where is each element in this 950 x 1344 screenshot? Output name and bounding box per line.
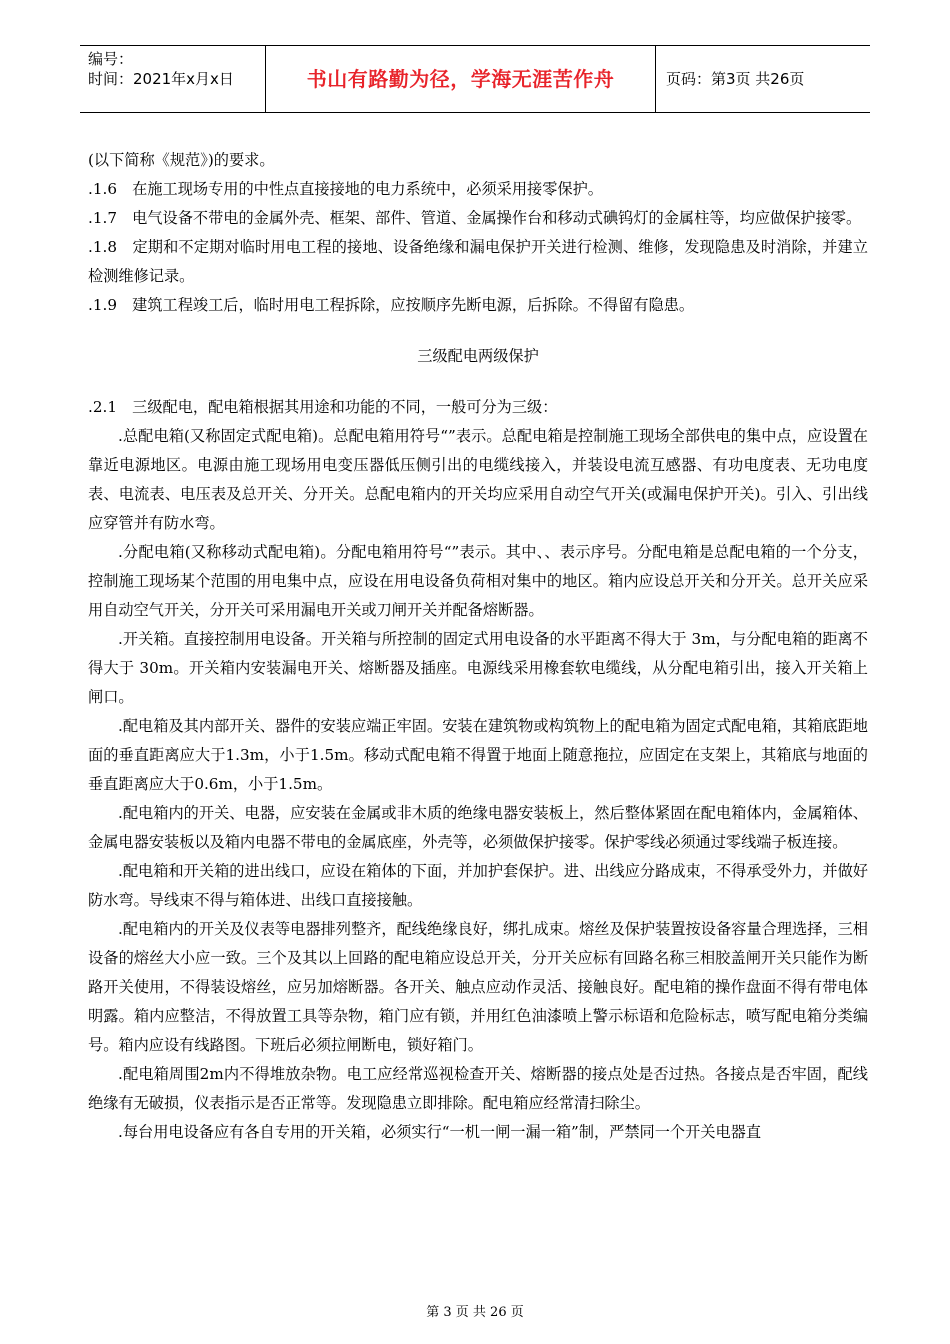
list-item: .配电箱内的开关、电器，应安装在金属或非木质的绝缘电器安装板上，然后整体紧固在配电箱体内，金属箱体、金属电器安装板以及箱内电器不带电的金属底座，外壳等，必须做保护接零。保护零线必须通过零线端子板连接。 — [88, 804, 868, 851]
header-page-info: 页码：第3页 共26页 — [666, 70, 805, 88]
paragraph: .1.8 定期和不定期对临时用电工程的接地、设备绝缘和漏电保护开关进行检测、维修，发现隐患及时消除，并建立检测维修记录。 — [88, 238, 868, 285]
list-item: .每台用电设备应有各自专用的开关箱，必须实行“一机一闸一漏一箱”制，严禁同一个开关电器直 — [118, 1123, 762, 1141]
paragraph: .1.6 在施工现场专用的中性点直接接地的电力系统中，必须采用接零保护。 — [88, 180, 603, 198]
header-slogan: 书山有路勤为径，学海无涯苦作舟 — [306, 67, 615, 91]
header-divider-right — [655, 45, 656, 113]
page-footer: 第 3 页 共 26 页 — [426, 1305, 524, 1320]
section-title: 三级配电两级保护 — [417, 347, 539, 365]
list-item: .配电箱和开关箱的进出线口，应设在箱体的下面，并加护套保护。进、出线应分路成束，不得承受外力，并做好防水弯。导线束不得与箱体进、出线口直接接触。 — [88, 862, 868, 909]
paragraph: .1.7 电气设备不带电的金属外壳、框架、部件、管道、金属操作台和移动式碘钨灯的金属柱等，均应做保护接零。 — [88, 209, 862, 227]
section-intro: .2.1 三级配电，配电箱根据其用途和功能的不同，一般可分为三级： — [88, 398, 558, 416]
list-item: .总配电箱(又称固定式配电箱)。总配电箱用符号“”表示。总配电箱是控制施工现场全部供电的集中点，应设置在靠近电源地区。电源由施工现场用电变压器低压侧引出的电缆线接入，并装设电流互感器、有功电度表、无功电度表、电流表、电压表及总开关、分开关。总配电箱内的开关均应采用自动空气开关(或漏电保护开关)。引入、引出线应穿管并有防水弯。 — [88, 427, 868, 532]
paragraph: .1.9 建筑工程竣工后，临时用电工程拆除，应按顺序先断电源，后拆除。不得留有隐患。 — [88, 296, 695, 314]
document-number-label: 编号： — [88, 50, 134, 68]
document-body — [88, 146, 868, 1147]
page-header — [80, 45, 870, 113]
document-date: 时间：2021年x月x日 — [88, 70, 234, 88]
list-item: .开关箱。直接控制用电设备。开关箱与所控制的固定式用电设备的水平距离不得大于 3m，与分配电箱的距离不得大于 30m。开关箱内安装漏电开关、熔断器及插座。电源线采用橡套软电缆线，从分配电箱引出，接入开关箱上闸口。 — [88, 630, 868, 706]
list-item: .配电箱及其内部开关、器件的安装应端正牢固。安装在建筑物或构筑物上的配电箱为固定式配电箱，其箱底距地面的垂直距离应大于1.3m，小于1.5m。移动式配电箱不得置于地面上随意拖拉，应固定在支架上，其箱底与地面的垂直距离应大于0.6m，小于1.5m。 — [88, 717, 868, 793]
paragraph: (以下简称《规范》)的要求。 — [88, 151, 275, 169]
header-meta — [88, 49, 234, 89]
list-item: .分配电箱(又称移动式配电箱)。分配电箱用符号“”表示。其中、、表示序号。分配电箱是总配电箱的一个分支，控制施工现场某个范围的用电集中点，应设在用电设备负荷相对集中的地区。箱内应设总开关和分开关。总开关应采用自动空气开关，分开关可采用漏电开关或刀闸开关并配备熔断器。 — [88, 543, 868, 619]
list-item: .配电箱周围2m内不得堆放杂物。电工应经常巡视检查开关、熔断器的接点处是否过热。各接点是否牢固，配线绝缘有无破损，仪表指示是否正常等。发现隐患立即排除。配电箱应经常清扫除尘。 — [88, 1065, 868, 1112]
list-item: .配电箱内的开关及仪表等电器排列整齐，配线绝缘良好，绑扎成束。熔丝及保护装置按设备容量合理选择，三相设备的熔丝大小应一致。三个及其以上回路的配电箱应设总开关，分开关应标有回路名称三相胶盖闸开关只能作为断路开关使用，不得装设熔丝，应另加熔断器。各开关、触点应动作灵活、接触良好。配电箱的操作盘面不得有带电体明露。箱内应整洁，不得放置工具等杂物，箱门应有锁，并用红色油漆喷上警示标语和危险标志，喷写配电箱分类编号。箱内应设有线路图。下班后必须拉闸断电，锁好箱门。 — [88, 920, 868, 1054]
